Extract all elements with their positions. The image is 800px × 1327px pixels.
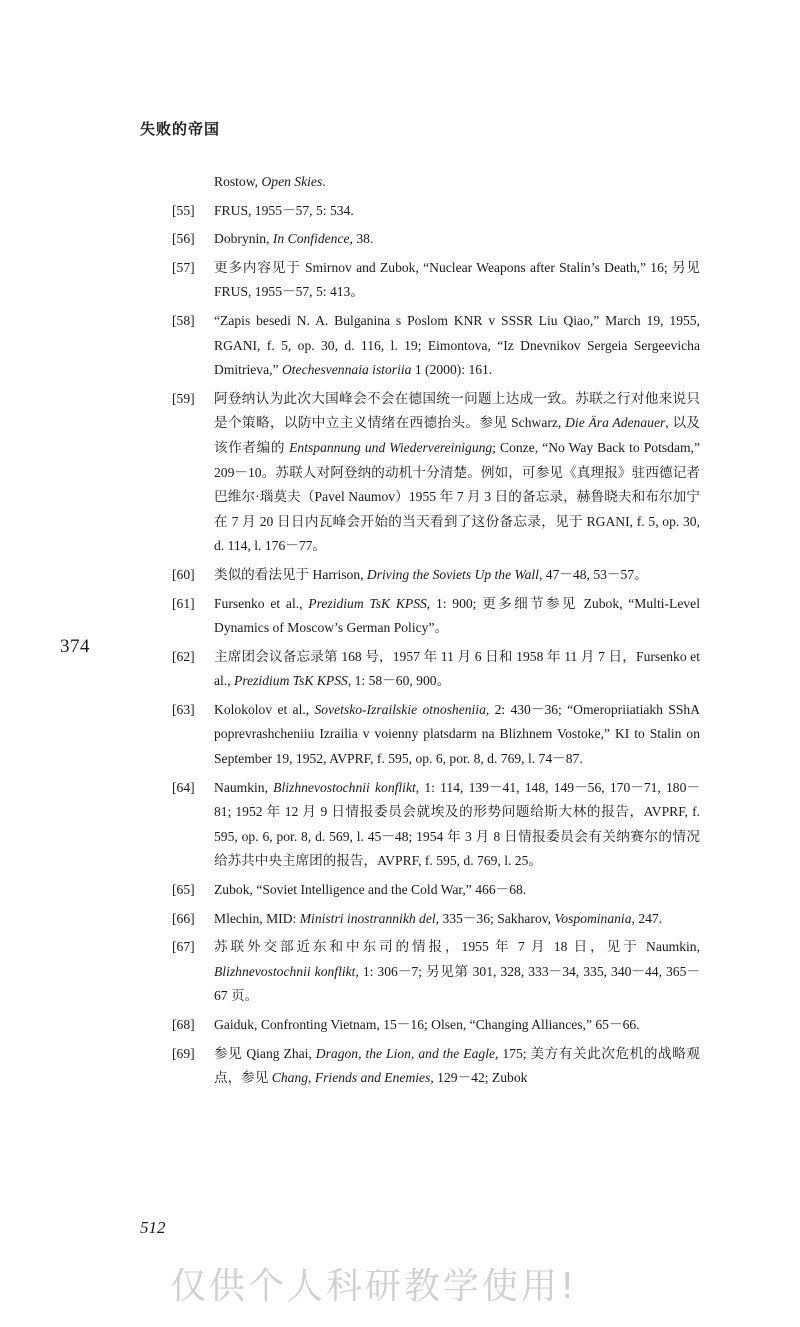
endnote-item — [172, 935, 700, 1009]
endnote-number: [65] — [172, 882, 195, 898]
endnote-number: [60] — [172, 566, 195, 582]
endnote-item — [172, 645, 700, 694]
endnote-text: 阿登纳认为此次大国峰会不会在德国统一问题上达成一致。苏联之行对他来说只是个策略，以防中立主义情绪在西德抬头。参见 Schwarz, Die Ära Adenauer, 以及该作者编的 Entspannung und Wiedervereinigung; Conze, “No Way Back to Potsdam,” 209－10。苏联人对阿登纳的动机十分清楚。例如，可参见《真理报》驻西德记者巴维尔·瑙莫夫（Pavel Naumov）1955 年 7 月 3 日的备忘录，赫鲁晓夫和布尔加宁在 7 月 20 日日内瓦峰会开始的当天看到了这份备忘录，见于 RGANI, f. 5, op. 30, d. 114, l. 176－77。 — [214, 390, 700, 554]
endnote-text: 主席团会议备忘录第 168 号，1957 年 11 月 6 日和 1958 年 11 月 7 日，Fursenko et al., Prezidium TsK KPSS, 1: 58－60, 900。 — [214, 648, 700, 689]
endnote-item — [172, 256, 700, 305]
endnote-number: [61] — [172, 595, 195, 611]
endnote-item — [172, 309, 700, 383]
endnote-text: Mlechin, MID: Ministri inostrannikh del, 335－36; Sakharov, Vospominania, 247. — [214, 910, 663, 926]
endnote-number: [67] — [172, 939, 195, 955]
endnote-number: [64] — [172, 779, 195, 795]
watermark: 仅供个人科研教学使用! — [170, 1266, 578, 1307]
endnote-text: Gaiduk, Confronting Vietnam, 15－16; Olsen, “Changing Alliances,” 65－66. — [214, 1017, 640, 1032]
endnote-item — [172, 1013, 700, 1038]
endnote-number: [56] — [172, 231, 195, 247]
endnote-number: [59] — [172, 390, 195, 406]
endnote-item — [172, 776, 700, 874]
endnote-text: Dobrynin, In Confidence, 38. — [214, 231, 374, 247]
endnote-item — [172, 878, 700, 903]
endnote-number: [62] — [172, 648, 195, 664]
endnote-text: Fursenko et al., Prezidium TsK KPSS, 1: 900; 更多细节参见 Zubok, “Multi-Level Dynamics of Moscow’s German Policy”。 — [214, 595, 700, 636]
endnote-text: Rostow, Open Skies. — [214, 174, 326, 189]
endnote-number: [55] — [172, 202, 195, 218]
endnote-item — [172, 387, 700, 559]
endnote-text: “Zapis besedi N. A. Bulganina s Poslom KNR v SSSR Liu Qiao,” March 19, 1955, RGANI, f. 5, op. 30, d. 116, l. 19; Eimontova, “Iz Dnevnikov Sergeia Sergeevicha Dmitrieva,” Otechesvennaia istoriia 1 (2000): 161. — [214, 312, 700, 378]
endnote-item — [172, 698, 700, 772]
endnote-item — [172, 227, 700, 252]
endnote-number: [63] — [172, 701, 195, 717]
endnote-number: [68] — [172, 1017, 195, 1032]
endnote-text: Kolokolov et al., Sovetsko-Izrailskie otnosheniia, 2: 430－36; “Omeropriiatiakh SShA poprevrashcheniiu Izrailia v voienny platsdarm na Blizhnem Vostoke,” KI to Stalin on September 19, 1952, AVPRF, f. 595, op. 6, por. 8, d. 769, l. 74－87. — [214, 701, 701, 767]
endnote-number: [57] — [172, 259, 195, 275]
endnote-text: 类似的看法见于 Harrison, Driving the Soviets Up the Wall, 47－48, 53－57。 — [214, 566, 648, 582]
endnote-number: [58] — [172, 312, 195, 328]
endnote-item — [172, 592, 700, 641]
endnote-number: [69] — [172, 1045, 195, 1061]
endnote-item — [172, 563, 700, 588]
endnote-text: Naumkin, Blizhnevostochnii konflikt, 1: 114, 139－41, 148, 149－56, 170－71, 180－81; 1952 年 12 月 9 日情报委员会就埃及的形势问题给斯大林的报告，AVPRF, f. 595, op. 6, por. 8, d. 569, l. 45－48; 1954 年 3 月 8 日情报委员会有关纳赛尔的情况给苏共中央主席团的报告，AVPRF, f. 595, d. 769, l. 25。 — [214, 779, 700, 869]
endnote-number: [66] — [172, 910, 195, 926]
running-header: 失败的帝国 — [140, 120, 221, 138]
endnote-item — [172, 170, 700, 195]
endnote-item — [172, 1042, 700, 1091]
endnote-text: FRUS, 1955－57, 5: 534. — [214, 202, 354, 218]
endnote-item — [172, 907, 700, 932]
endnotes-list — [172, 170, 700, 1095]
endnote-text: 参见 Qiang Zhai, Dragon, the Lion, and the Eagle, 175; 美方有关此次危机的战略观点，参见 Chang, Friends and Enemies, 129－42; Zubok — [214, 1045, 700, 1086]
page-number: 512 — [140, 1218, 166, 1237]
margin-page-number: 374 — [60, 636, 90, 657]
endnote-text: Zubok, “Soviet Intelligence and the Cold War,” 466－68. — [214, 882, 527, 898]
endnote-text: 更多内容见于 Smirnov and Zubok, “Nuclear Weapons after Stalin’s Death,” 16; 另见 FRUS, 1955－57, 5: 413。 — [214, 259, 700, 300]
endnote-text: 苏联外交部近东和中东司的情报，1955 年 7 月 18 日，见于 Naumkin, Blizhnevostochnii konflikt, 1: 306－7; 另见第 301, 328, 333－34, 335, 340－44, 365－67 页。 — [214, 939, 700, 1004]
endnote-item — [172, 199, 700, 224]
